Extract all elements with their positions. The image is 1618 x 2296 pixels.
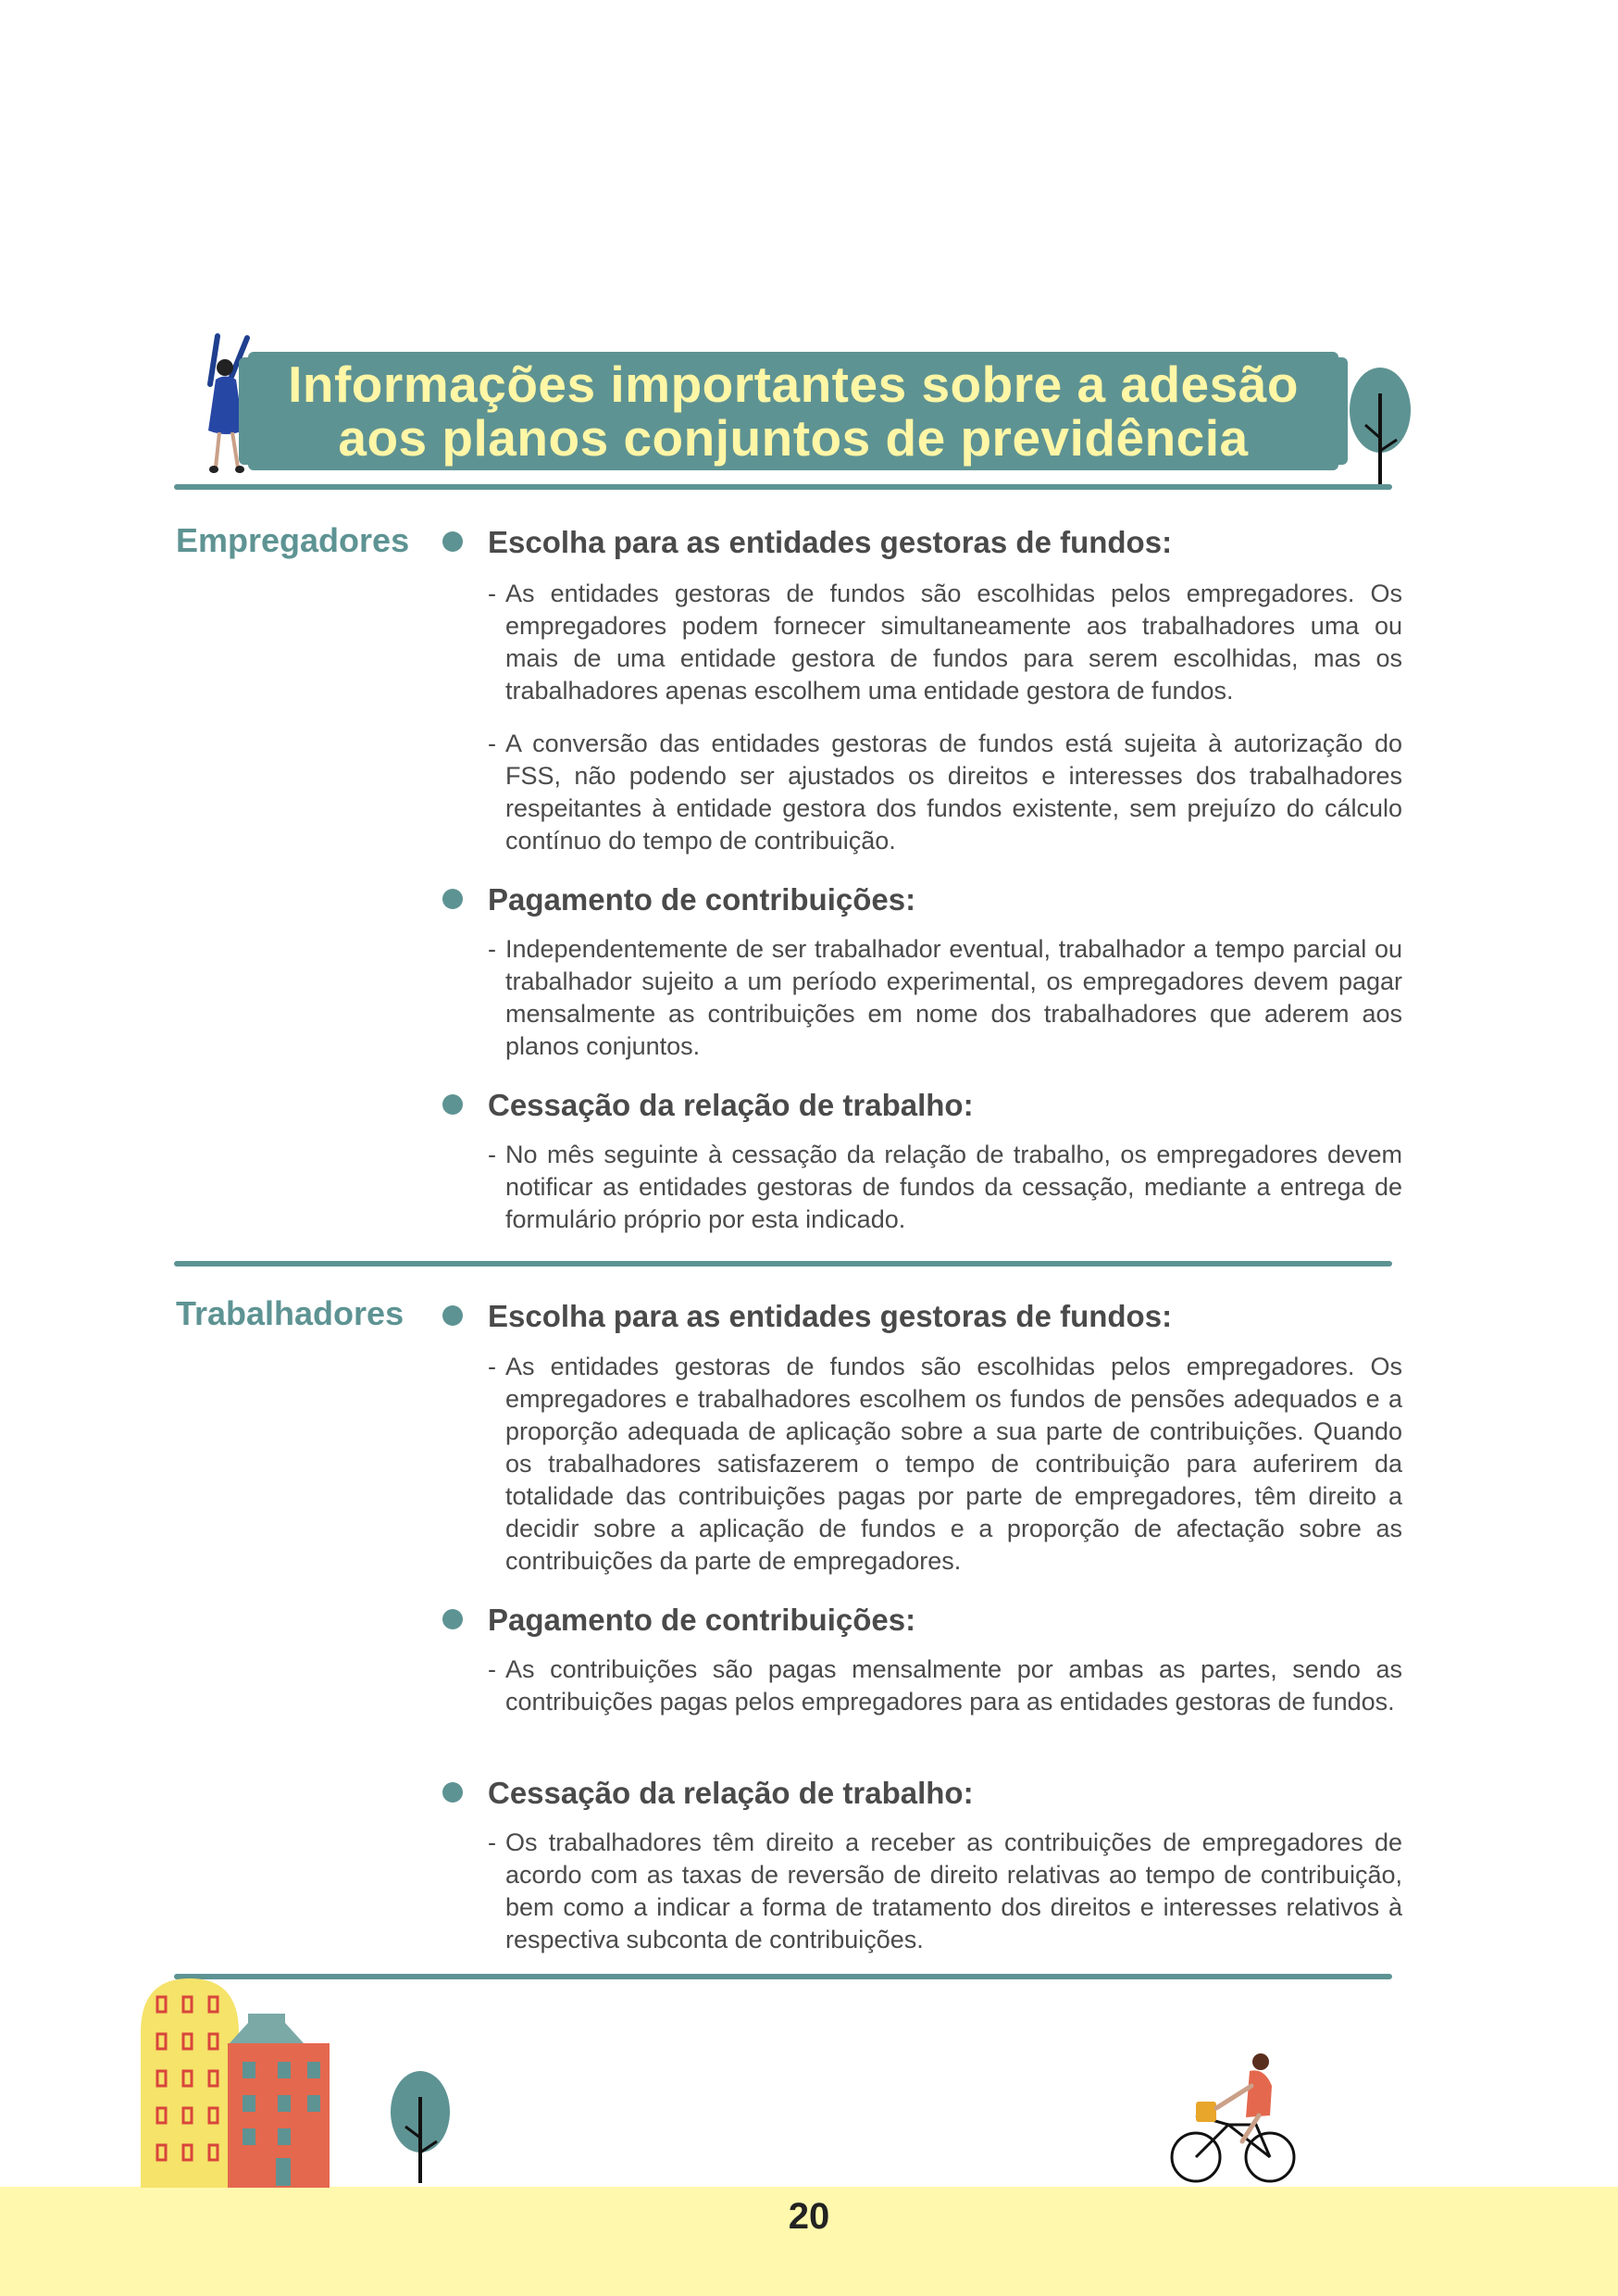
paragraph: - Os trabalhadores têm direito a receber as contribuições de empregadores de acordo com as taxas de reversão de direito relativas ao tempo de contribuição, bem como a indicar a forma de tratamento dos direitos e interesses relativos à respectiva subconta de contribuições.: [488, 1828, 1402, 1953]
bullet-icon: [442, 889, 463, 909]
paragraph: - No mês seguinte à cessação da relação de trabalho, os empregadores devem notificar as entidades gestoras de fundos da cessação, mediante a entrega de formulário próprio por esta indicado.: [488, 1141, 1402, 1233]
bullet-icon: [442, 1782, 463, 1803]
subheading: Pagamento de contribuições:: [488, 882, 916, 917]
bullet-icon: [442, 1609, 463, 1629]
subheading: Pagamento de contribuições:: [488, 1603, 916, 1637]
dash: -: [488, 1828, 496, 1856]
paragraph: - A conversão das entidades gestoras de fundos está sujeita à autorização do FSS, não podendo ser ajustados os direitos e interesses dos trabalhadores respeitantes à entidade gestora dos fundos existente, sem prejuízo do cálculo contínuo do tempo de contribuição.: [488, 730, 1402, 855]
bullet-icon: [442, 531, 463, 552]
page-number: 20: [788, 2196, 830, 2237]
divider-rule: [174, 484, 1392, 490]
paragraph: - Independentemente de ser trabalhador eventual, trabalhador a tempo parcial ou trabalhador sujeito a um período experimental, os empregadores devem pagar mensalmente as contribuições em nome dos trabalhadores que aderem aos planos conjuntos.: [488, 935, 1402, 1060]
buildings-illustration: [139, 1977, 333, 2190]
page-title-line-2: aos planos conjuntos de previdência: [338, 409, 1249, 467]
dash: -: [488, 1655, 496, 1683]
bullet-icon: [442, 1094, 463, 1115]
dash: -: [488, 935, 496, 963]
tree-icon: [387, 2069, 454, 2185]
subheading: Escolha para as entidades gestoras de fundos:: [488, 1299, 1173, 1333]
dash: -: [488, 1353, 496, 1380]
title-banner: [248, 352, 1338, 470]
dash: -: [488, 1141, 496, 1168]
dash: -: [488, 580, 496, 607]
paragraph: - As entidades gestoras de fundos são escolhidas pelos empregadores. Os empregadores podem fornecer simultaneamente aos trabalhadores uma ou mais de uma entidade gestora de fundos para serem escolhidas, mas os trabalhadores apenas escolhem uma entidade gestora de fundos.: [488, 580, 1402, 705]
section-label-trabalhadores: Trabalhadores: [176, 1294, 404, 1332]
cyclist-illustration: [1168, 2051, 1307, 2190]
paragraph: - As entidades gestoras de fundos são escolhidas pelos empregadores. Os empregadores e trabalhadores escolhem os fundos de pensões adequados e a proporção adequada de aplicação sobre a sua parte de contribuições. Quando os trabalhadores satisfazerem o tempo de contribuição para auferirem da totalidade das contribuições pagas por parte de empregadores, têm direito a decidir sobre a aplicação de fundos e a proporção de afectação sobre as contribuições da parte de empregadores.: [488, 1353, 1402, 1575]
section-label-empregadores: Empregadores: [176, 521, 410, 559]
paragraph: - As contribuições são pagas mensalmente por ambas as partes, sendo as contribuições pagas pelos empregadores para as entidades gestoras de fundos.: [488, 1655, 1402, 1716]
subheading: Cessação da relação de trabalho:: [488, 1088, 974, 1122]
bullet-icon: [442, 1305, 463, 1326]
subheading: Escolha para as entidades gestoras de fundos:: [488, 525, 1173, 559]
divider-rule: [174, 1974, 1392, 1979]
dash: -: [488, 730, 496, 757]
page-title-line-1: Informações importantes sobre a adesão: [288, 356, 1299, 413]
tree-icon: [1347, 366, 1413, 486]
subheading: Cessação da relação de trabalho:: [488, 1776, 974, 1810]
divider-rule: [174, 1261, 1392, 1267]
